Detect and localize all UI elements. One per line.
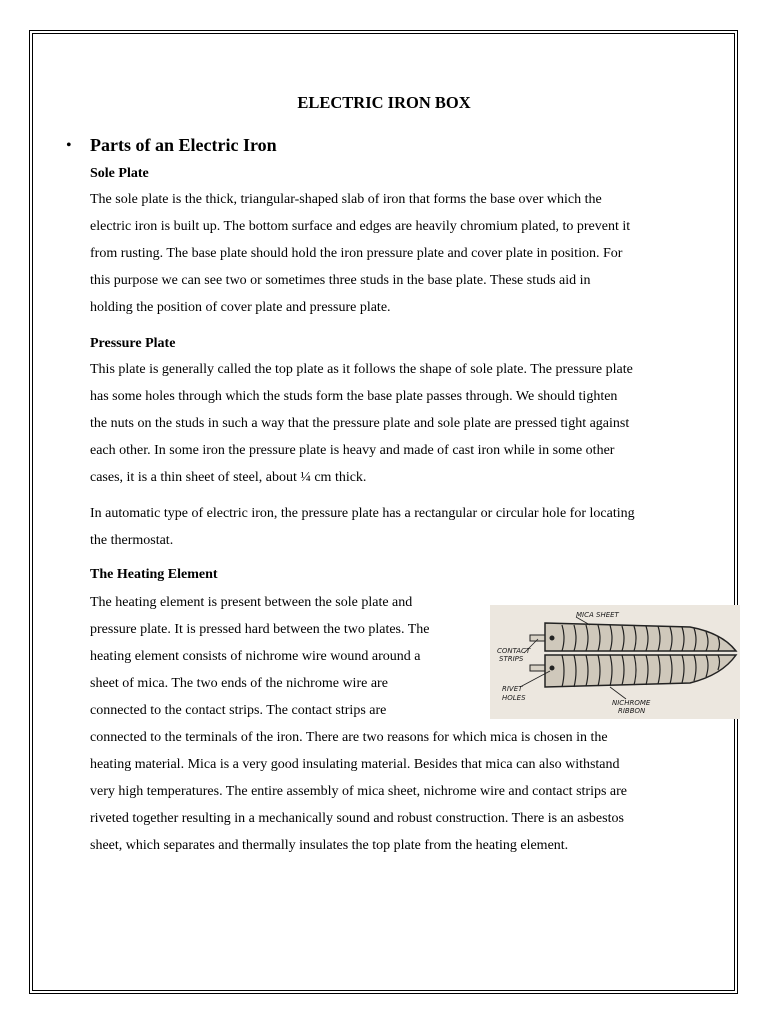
section-heading: Parts of an Electric Iron [90,135,277,155]
label-rivet-holes-1: RIVET [502,685,523,693]
text-line: heating material. Mica is a very good insulating material. Besides that mica can also withstand [90,757,620,772]
rivet-hole [550,636,555,641]
label-mica-sheet: MICA SHEET [576,611,619,619]
text-line: each other. In some iron the pressure plate is heavy and made of cast iron while in some other [90,443,615,458]
text-line: electric iron is built up. The bottom surface and edges are heavily chromium plated, to prevent it [90,219,631,234]
sole-plate-heading: Sole Plate [90,166,149,181]
text-line: connected to the terminals of the iron. There are two reasons for which mica is chosen in the [90,730,608,745]
thermostat-paragraph [90,500,678,554]
label-nichrome-ribbon-1: NICHROME [612,699,651,707]
text-line: pressure plate. It is pressed hard between the two plates. The [90,622,430,637]
heating-element-paragraph-full [90,724,678,859]
text-line: cases, it is a thin sheet of steel, about ¼ cm thick. [90,470,367,485]
pressure-plate-paragraph [90,356,678,491]
text-line: the thermostat. [90,533,174,548]
heating-element-paragraph-narrow [90,589,468,724]
text-line: connected to the contact strips. The contact strips are [90,703,387,718]
text-line: This plate is generally called the top plate as it follows the shape of sole plate. The pressure plate [90,362,633,377]
bullet-symbol: • [66,137,72,154]
pressure-plate-heading: Pressure Plate [90,336,176,351]
rivet-hole [550,666,555,671]
text-line: this purpose we can see two or sometimes three studs in the base plate. These studs aid in [90,273,591,288]
heating-element-heading: The Heating Element [90,567,218,582]
text-line: has some holes through which the studs form the base plate passes through. We should tighten [90,389,618,404]
text-line: The sole plate is the thick, triangular-shaped slab of iron that forms the base over which the [90,192,602,207]
text-line: sheet, which separates and thermally insulates the top plate from the heating element. [90,838,569,853]
page-title: ELECTRIC IRON BOX [297,93,471,112]
text-line: from rusting. The base plate should hold the iron pressure plate and cover plate in position. For [90,246,623,261]
text-line: very high temperatures. The entire assembly of mica sheet, nichrome wire and contact strips are [90,784,627,799]
text-line: holding the position of cover plate and pressure plate. [90,300,391,315]
label-nichrome-ribbon-2: RIBBON [618,707,646,715]
text-line: sheet of mica. The two ends of the nichrome wire are [90,676,388,691]
sole-plate-paragraph [90,186,678,321]
text-line: In automatic type of electric iron, the pressure plate has a rectangular or circular hole for locating [90,506,635,521]
label-rivet-holes-2: HOLES [502,694,526,702]
text-line: heating element consists of nichrome wire wound around a [90,649,421,664]
label-contact-strips-2: STRIPS [499,655,524,663]
text-line: riveted together resulting in a mechanically sound and robust construction. There is an asbestos [90,811,624,826]
heating-element-figure [490,605,740,719]
label-contact-strips-1: CONTACT [497,647,531,655]
text-line: The heating element is present between the sole plate and [90,595,413,610]
text-line: the nuts on the studs in such a way that the pressure plate and sole plate are pressed tight against [90,416,630,431]
